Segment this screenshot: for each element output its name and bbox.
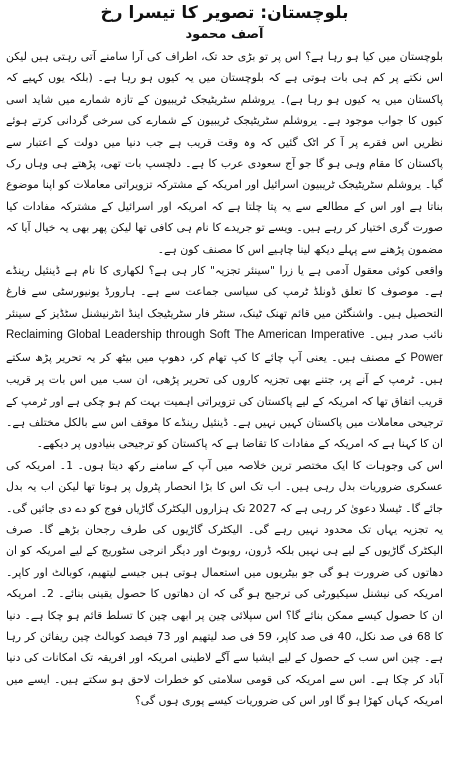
paragraph-text: اس کی وجوہات کا ایک مختصر ترین خلاصہ میں آپ کے سامنے رکھ دیتا ہوں۔ 1۔ امریکہ کی عسکری ضروریات بدل رہی ہیں۔ اب تک اس کا بڑا انحصار پٹرول پر ہوتا تھا لیکن اب یہ بدل جائے گا۔ ٹیسلا دعویٰ کر رہی ہے کہ 2027 تک ہزاروں الیکٹرک گاڑیاں فوج کو دے دی جائیں گی۔ یہ تجزیہ یہاں تک محدود نہیں رہے گی۔ الیکٹرک گاڑیوں کی طرف رجحان بڑھے گا۔ صرف الیکٹرک گاڑیوں کے لیے ہی نہیں بلکہ ڈرون، روبوٹ اور دیگر انرجی سٹوریج کے لیے امریکہ کو ان دھاتوں کی ضرورت ہو گی جو بیٹریوں میں استعمال ہوتی ہیں جیسے لیتھیم، کوبالٹ اور کاپر۔ امریکہ کی نیشنل سیکیورٹی کی ترجیح ہو گی کہ ان دھاتوں کا حصول یقینی بنائے۔ 2۔ امریکہ ان کا حصول کیسے ممکن بنائے گا؟ اس سپلائی چین پر ابھی چین کا تسلط قائم ہو چکا ہے۔ دنیا کا 68 فی صد نکل، 40 فی صد کاپر، 59 فی صد لیتھیم اور 73 فیصد کوبالٹ چین ریفائن کر رہا ہے۔ چین اس سب کے حصول کے لیے ایشیا سے آگے لاطینی امریکہ اور افریقہ تک امکانات کی دنیا آباد کر چکا ہے۔ اس سے امریکہ کی قومی سلامتی کو خطرات لاحق ہو سکتے ہیں۔ ایسے میں امریکہ کہاں کھڑا ہو گا اور اس کی ضروریات کیسے پوری ہوں گی؟ [6, 458, 444, 708]
author-byline: آصف محمود [185, 27, 264, 42]
paragraph-text: بلوچستان میں کیا ہو رہا ہے؟ اس پر تو بڑی حد تک، اطراف کی آرا سامنے آتی رہتی ہیں لیکن اس نکتے پر کم ہی بات ہوتی ہے کہ بلوچستان میں یہ کیوں ہو رہا ہے۔ (بلکہ یوں کہیے کہ پاکستان میں یہ کیوں ہو رہا ہے)۔ یروشلم سٹریٹیجک ٹریبیون کے تازہ شمارے میں شاید اسی کیوں کا جواب موجود ہے۔ یروشلم سٹریٹیجک ٹریبیون کے شمارے کی سرخی گردانی کرتے ہوئے نظریں اس فقرے پر آ کر اٹک گئیں کہ وہ وقت قریب ہے جب دنیا میں دولت کے اعتبار سے پاکستان کا مقام وہی ہو گا جو آج سعودی عرب کا ہے۔ دلچسپ بات تھی، پڑھتے ہی وہاں رک گیا۔ یروشلم سٹریٹیجک ٹریبیون اسرائیل اور امریکہ کے مشترکہ تزویراتی معاملات کو اپنا موضوع بناتا ہے اور اس کے مطالعے سے یہ پتا چلتا ہے کہ امریکہ اور اسرائیل کے مشترکہ مفادات کیا صورت گری اختیار کر رہے ہیں۔ ویسے تو جریدے کا نام ہی کافی تھا لیکن پھر بھی یہ خیال آیا کہ مضمون پڑھنے سے پہلے دیکھ لینا چاہیے اس کا مصنف کون ہے۔ [6, 50, 443, 256]
paragraph-text: واقعی کوئی معقول آدمی ہے یا زرا "سینئر تجزیہ" کار ہی ہے؟ لکھاری کا نام ہے ڈینئیل رینڈے ہے۔ موصوف کا تعلق ڈونلڈ ٹرمپ کی سیاسی جماعت سے ہے۔ ہارورڈ یونیورسٹی سے فارغ التحصیل ہیں۔ واشنگٹن میں قائم تھنک ٹینک، سنٹر فار سٹریٹیجک اینڈ انٹرنیشنل سٹڈیز کے سینئر نائب صدر ہیں۔ [6, 264, 443, 342]
paragraph [6, 46, 443, 260]
english-book-title: Reclaiming Global Leadership through Soft Power [6, 329, 443, 364]
english-book-title: The American Imperative [234, 329, 365, 342]
paragraph [6, 455, 443, 712]
article-title: بلوچستان: تصویر کا تیسرا رخ [100, 3, 349, 23]
paragraph [6, 260, 443, 455]
article-body [6, 46, 443, 712]
paragraph-text: کے مصنف ہیں۔ یعنی آپ چائے کا کپ تھام کر، دھوپ میں بیٹھ کر یہ تحریر پڑھ سکتے ہیں۔ ٹرمپ کے آنے پر، جتنے بھی تجزیہ کاروں کی تحریر پڑھی، ان سب میں اس بات پر قریب قریب اتفاق تھا کہ امریکہ کے لیے پاکستان کی تزویراتی اہمیت بہت کم ہو چکی ہے اور ٹرمپ کے ترجیحی معاملات میں پاکستان کہیں نہیں ہے۔ ڈینئیل رینڈے کا موقف اس سے بالکل مختلف ہے۔ ان کا کہنا ہے کہ امریکہ کے مفادات کا تقاضا ہے کہ پاکستان کو ترجیحی بنیادوں پر دیکھے۔ [6, 350, 443, 451]
